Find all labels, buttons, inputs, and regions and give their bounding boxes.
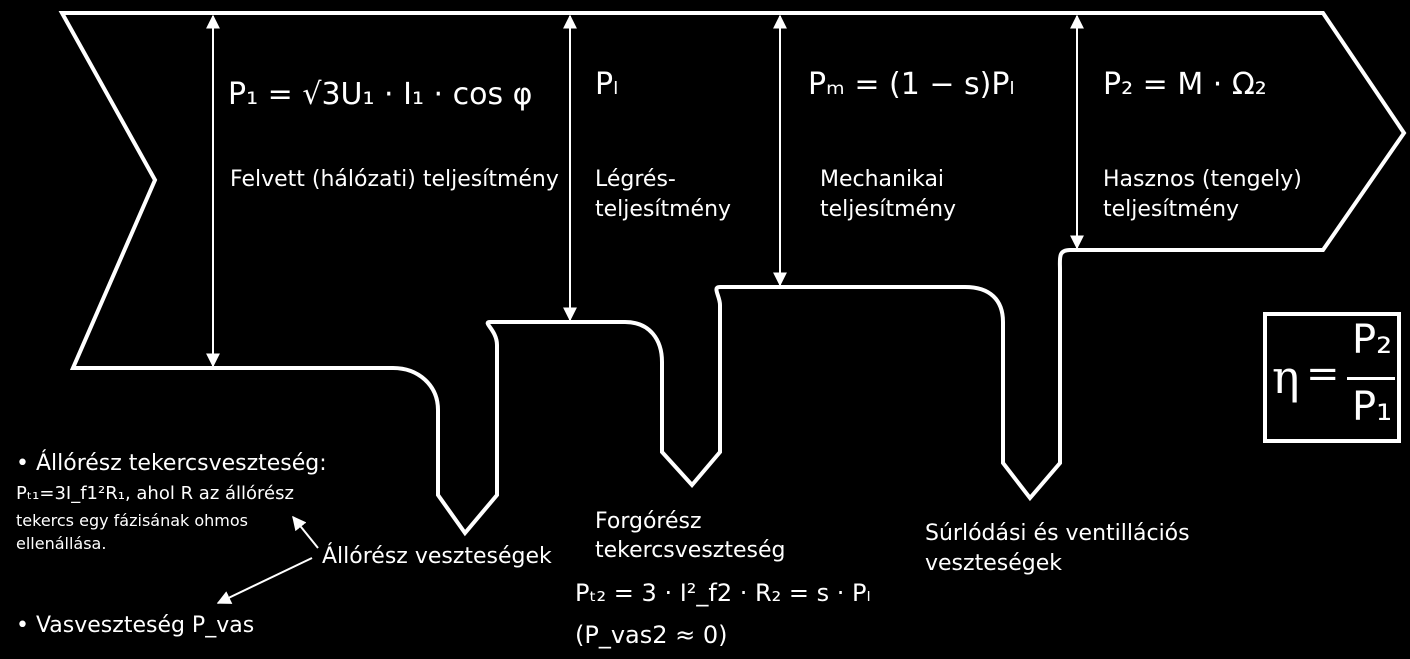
efficiency-equals: = [1306,351,1340,397]
efficiency-fraction-bar [1347,377,1395,380]
efficiency-symbol: η [1272,350,1300,404]
p2-formula: P₂ = M · Ω₂ [1103,67,1267,102]
friction-loss-label-line2: veszteségek [925,551,1062,576]
pl-label-line1: Légrés- [595,167,676,192]
stator-winding-line2: tekercs egy fázisának ohmos [16,511,249,530]
p1-formula: P₁ = √3U₁ · I₁ · cos φ [228,77,533,112]
friction-loss-label-line1: Súrlódási és ventillációs [925,521,1190,546]
stator-winding-line3: ellenállása. [16,534,107,553]
pointer-arrow-iron [218,558,312,603]
rotor-loss-label-line2: tekercsveszteség [595,538,786,563]
pl-label-line2: teljesítmény [595,197,732,222]
pm-label-line2: teljesítmény [820,197,957,222]
pm-formula: Pₘ = (1 − s)Pₗ [808,67,1015,102]
rotor-loss-label-line1: Forgórész [595,509,702,534]
rotor-iron-note: (P_vas2 ≈ 0) [575,621,728,649]
iron-loss-label: • Vasveszteség P_vas [16,613,255,638]
efficiency-denominator: P₁ [1352,384,1393,430]
pl-formula: Pₗ [595,67,619,102]
stator-winding-formula: Pₜ₁=3I_f1²R₁, ahol R az állórész [16,483,294,504]
pm-label-line1: Mechanikai [820,167,945,192]
efficiency-numerator: P₂ [1352,317,1393,363]
stator-losses-label: Állórész veszteségek [322,544,552,569]
stator-winding-title: • Állórész tekercsveszteség: [16,451,327,476]
p2-label-line2: teljesítmény [1103,197,1240,222]
p1-label: Felvett (hálózati) teljesítmény [230,167,559,192]
p2-label-line1: Hasznos (tengely) [1103,167,1302,192]
pointer-arrow-winding [293,517,318,548]
rotor-loss-formula: Pₜ₂ = 3 · I²_f2 · R₂ = s · Pₗ [575,579,871,607]
